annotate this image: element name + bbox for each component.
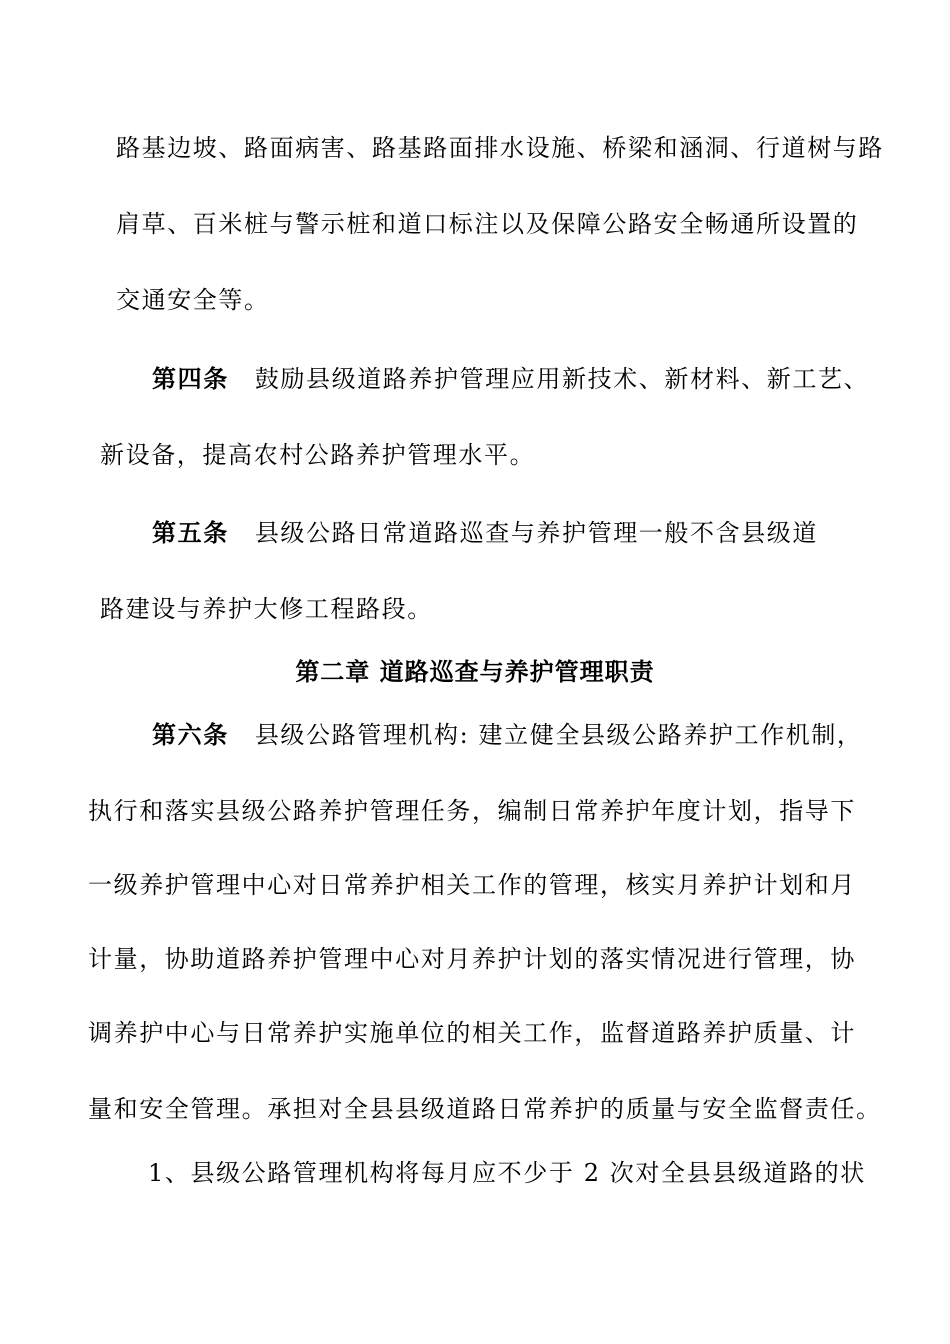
article-5-label: 第五条 <box>152 518 229 547</box>
list-item-1: 1、县级公路管理机构将每月应不少于 2 次对全县县级道路的状 <box>148 1159 866 1187</box>
article-6-first-line <box>152 720 863 750</box>
paragraph-line: 计量，协助道路养护管理中心对月养护计划的落实情况进行管理，协 <box>88 945 856 973</box>
paragraph-line: 交通安全等。 <box>116 286 270 314</box>
paragraph-line: 新设备，提高农村公路养护管理水平。 <box>100 441 536 469</box>
paragraph-line: 路基边坡、路面病害、路基路面排水设施、桥梁和涵洞、行道树与路 <box>116 134 884 162</box>
article-4-label: 第四条 <box>152 364 229 393</box>
chapter-heading: 第二章 道路巡查与养护管理职责 <box>295 657 655 686</box>
paragraph-line: 调养护中心与日常养护实施单位的相关工作，监督道路养护质量、计 <box>88 1019 856 1047</box>
article-5-first-line <box>152 518 818 548</box>
paragraph-line: 量和安全管理。承担对全县县级道路日常养护的质量与安全监督责任。 <box>88 1095 882 1123</box>
article-4-first-line <box>152 364 869 394</box>
article-5-text: 县级公路日常道路巡查与养护管理一般不含县级道 <box>254 519 819 547</box>
article-4-text: 鼓励县级道路养护管理应用新技术、新材料、新工艺、 <box>254 365 870 393</box>
paragraph-line: 肩草、百米桩与警示桩和道口标注以及保障公路安全畅通所设置的 <box>116 210 859 238</box>
paragraph-line: 执行和落实县级公路养护管理任务，编制日常养护年度计划，指导下 <box>88 797 856 825</box>
article-6-text: 县级公路管理机构: 建立健全县级公路养护工作机制， <box>254 721 863 749</box>
article-6-label: 第六条 <box>152 720 229 749</box>
paragraph-line: 路建设与养护大修工程路段。 <box>100 595 433 623</box>
paragraph-line: 一级养护管理中心对日常养护相关工作的管理，核实月养护计划和月 <box>88 871 856 899</box>
